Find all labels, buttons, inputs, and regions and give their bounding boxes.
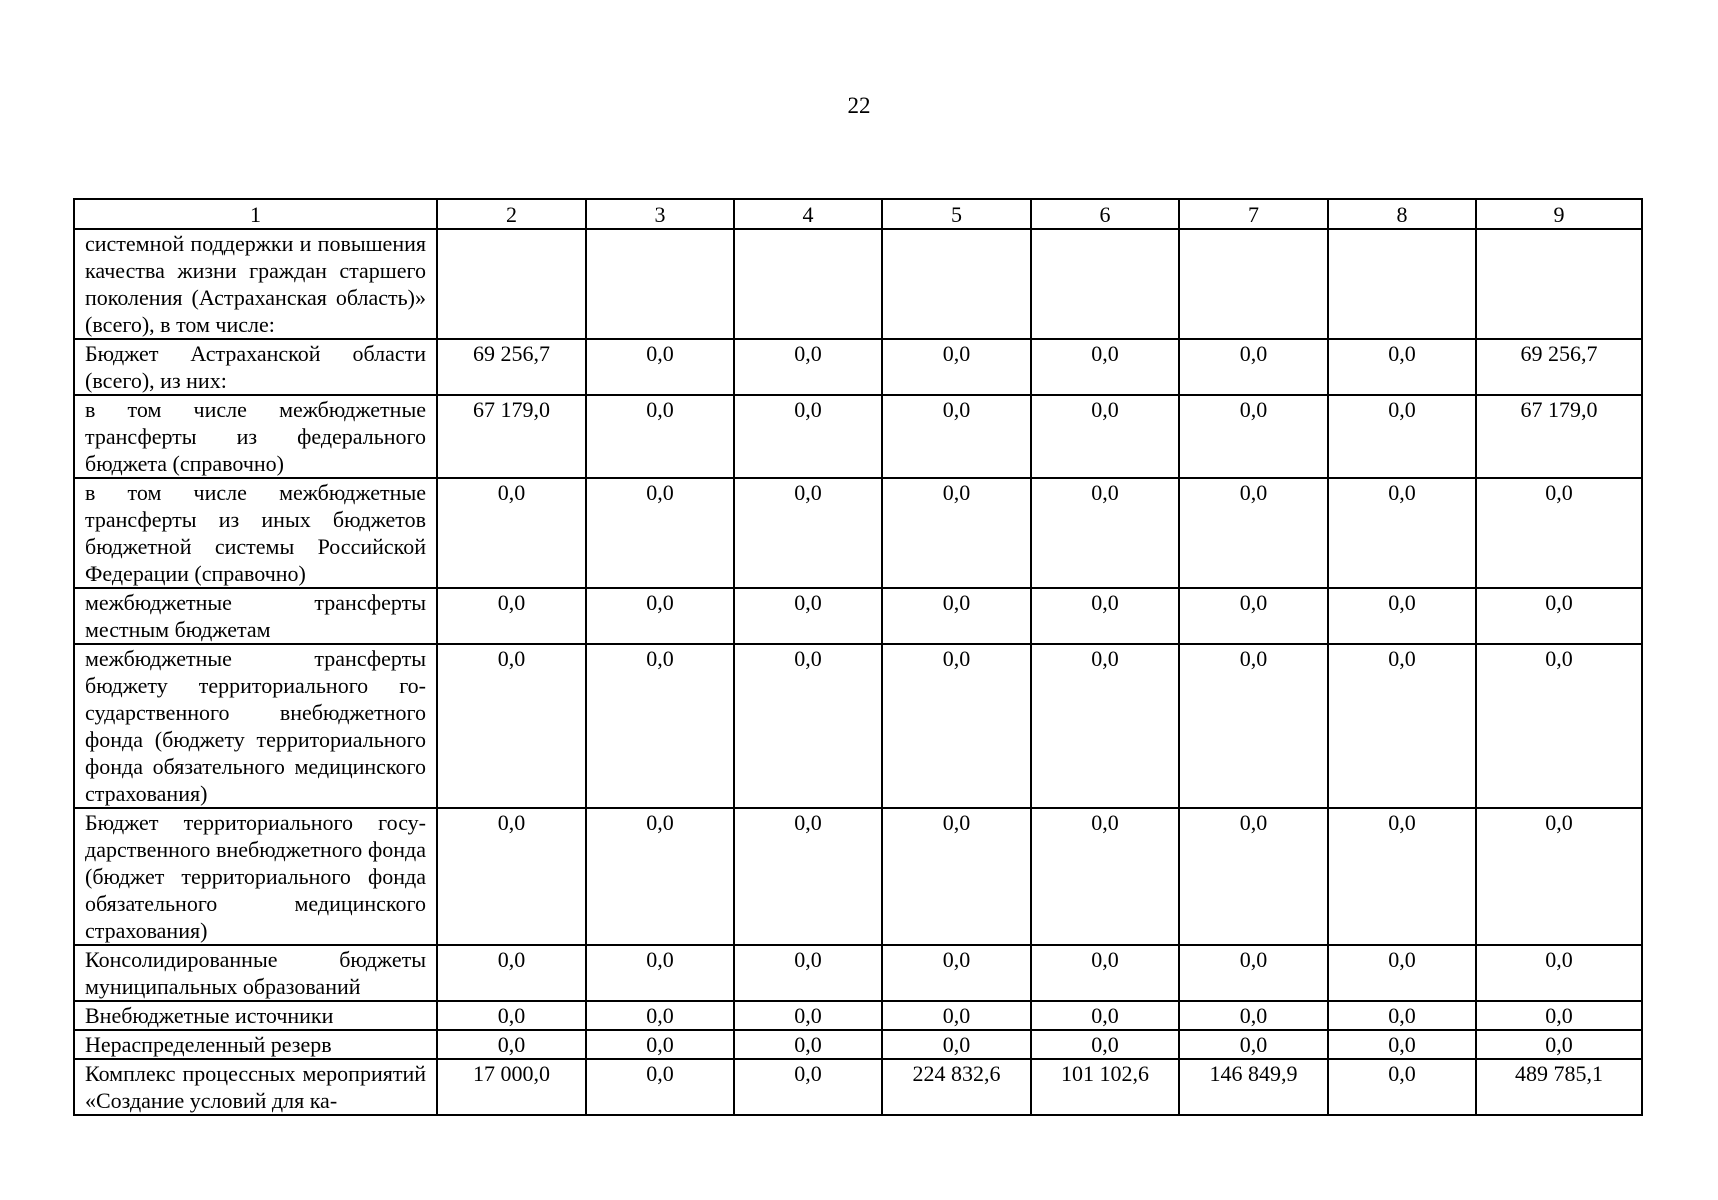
cell-value: 0,0 — [586, 945, 734, 1001]
cell-value: 0,0 — [1179, 1001, 1328, 1030]
cell-value: 0,0 — [1328, 588, 1476, 644]
cell-value: 0,0 — [1031, 1030, 1179, 1059]
cell-value: 146 849,9 — [1179, 1059, 1328, 1115]
cell-value: 224 832,6 — [882, 1059, 1031, 1115]
row-label: межбюджетные трансферты бюджету территориального государственного внебюджетного фонда (бюджету территориального фонда обязательного медицинского страхования) — [74, 644, 437, 808]
cell-value: 0,0 — [734, 478, 882, 588]
cell-value: 0,0 — [882, 339, 1031, 395]
table-row — [74, 229, 1642, 339]
row-label: Комплекс процессных мероприятий «Создание условий для ка- — [74, 1059, 437, 1115]
cell-value: 0,0 — [586, 478, 734, 588]
cell-value: 0,0 — [1179, 644, 1328, 808]
column-number-row — [74, 199, 1642, 229]
table-row — [74, 588, 1642, 644]
table-row — [74, 1030, 1642, 1059]
cell-value: 0,0 — [586, 1059, 734, 1115]
row-label: Нераспределенный резерв — [74, 1030, 437, 1059]
cell-value: 0,0 — [1328, 1001, 1476, 1030]
cell-value: 17 000,0 — [437, 1059, 586, 1115]
table-row — [74, 808, 1642, 945]
cell-value — [1476, 229, 1642, 339]
cell-value: 0,0 — [1031, 395, 1179, 478]
cell-value — [586, 229, 734, 339]
cell-value: 0,0 — [1179, 339, 1328, 395]
cell-value: 0,0 — [1476, 1001, 1642, 1030]
column-header: 4 — [734, 199, 882, 229]
cell-value: 0,0 — [1179, 945, 1328, 1001]
cell-value: 0,0 — [1031, 1001, 1179, 1030]
cell-value: 0,0 — [1476, 478, 1642, 588]
cell-value: 0,0 — [1179, 478, 1328, 588]
cell-value: 0,0 — [1476, 644, 1642, 808]
table-row — [74, 339, 1642, 395]
cell-value: 0,0 — [882, 1030, 1031, 1059]
cell-value: 0,0 — [1031, 339, 1179, 395]
cell-value: 0,0 — [586, 339, 734, 395]
cell-value: 0,0 — [1031, 478, 1179, 588]
cell-value: 0,0 — [882, 808, 1031, 945]
cell-value: 0,0 — [882, 588, 1031, 644]
cell-value: 0,0 — [1476, 588, 1642, 644]
cell-value: 0,0 — [1179, 588, 1328, 644]
table-row — [74, 1001, 1642, 1030]
cell-value: 0,0 — [734, 1001, 882, 1030]
cell-value: 0,0 — [437, 808, 586, 945]
cell-value: 0,0 — [882, 478, 1031, 588]
cell-value: 67 179,0 — [437, 395, 586, 478]
cell-value: 0,0 — [437, 478, 586, 588]
cell-value: 69 256,7 — [437, 339, 586, 395]
cell-value — [882, 229, 1031, 339]
cell-value: 0,0 — [1328, 808, 1476, 945]
cell-value: 0,0 — [734, 1030, 882, 1059]
row-label: Внебюджетные источники — [74, 1001, 437, 1030]
row-label: в том числе межбюджетные трансферты из федерального бюджета (справочно) — [74, 395, 437, 478]
cell-value: 101 102,6 — [1031, 1059, 1179, 1115]
cell-value: 67 179,0 — [1476, 395, 1642, 478]
cell-value: 0,0 — [1031, 588, 1179, 644]
table-row — [74, 395, 1642, 478]
column-header: 3 — [586, 199, 734, 229]
table-row — [74, 478, 1642, 588]
cell-value: 0,0 — [734, 945, 882, 1001]
column-header: 8 — [1328, 199, 1476, 229]
cell-value: 0,0 — [437, 945, 586, 1001]
cell-value: 0,0 — [882, 1001, 1031, 1030]
cell-value — [734, 229, 882, 339]
cell-value: 0,0 — [586, 1001, 734, 1030]
cell-value: 0,0 — [437, 1001, 586, 1030]
cell-value: 0,0 — [1476, 1030, 1642, 1059]
cell-value: 69 256,7 — [1476, 339, 1642, 395]
cell-value: 0,0 — [734, 395, 882, 478]
cell-value: 0,0 — [1031, 808, 1179, 945]
table-row — [74, 1059, 1642, 1115]
row-label: в том числе межбюджетные трансферты из иных бюджетов бюджетной системы Российской Федерации (справочно) — [74, 478, 437, 588]
cell-value: 0,0 — [1179, 395, 1328, 478]
cell-value: 0,0 — [734, 1059, 882, 1115]
cell-value: 0,0 — [1031, 945, 1179, 1001]
cell-value: 0,0 — [1328, 945, 1476, 1001]
cell-value: 0,0 — [437, 588, 586, 644]
cell-value: 0,0 — [1031, 644, 1179, 808]
row-label: межбюджетные трансферты местным бюджетам — [74, 588, 437, 644]
table-row — [74, 945, 1642, 1001]
column-header: 9 — [1476, 199, 1642, 229]
cell-value: 0,0 — [437, 1030, 586, 1059]
cell-value: 0,0 — [1328, 644, 1476, 808]
cell-value — [1179, 229, 1328, 339]
cell-value: 489 785,1 — [1476, 1059, 1642, 1115]
column-header: 1 — [74, 199, 437, 229]
cell-value: 0,0 — [882, 644, 1031, 808]
cell-value: 0,0 — [1476, 808, 1642, 945]
cell-value — [1328, 229, 1476, 339]
column-header: 7 — [1179, 199, 1328, 229]
cell-value: 0,0 — [1328, 395, 1476, 478]
row-label: Бюджет территориального государственного внебюджетного фонда (бюджет территориального фонда обязательного медицинского страхования) — [74, 808, 437, 945]
budget-table — [73, 198, 1643, 1116]
column-header: 2 — [437, 199, 586, 229]
cell-value: 0,0 — [1328, 1059, 1476, 1115]
cell-value: 0,0 — [1179, 808, 1328, 945]
cell-value: 0,0 — [586, 588, 734, 644]
table-row — [74, 644, 1642, 808]
cell-value: 0,0 — [1328, 1030, 1476, 1059]
cell-value: 0,0 — [586, 808, 734, 945]
page-number: 22 — [847, 93, 871, 118]
cell-value: 0,0 — [734, 644, 882, 808]
cell-value: 0,0 — [1179, 1030, 1328, 1059]
cell-value: 0,0 — [586, 644, 734, 808]
cell-value: 0,0 — [882, 945, 1031, 1001]
cell-value: 0,0 — [734, 808, 882, 945]
column-header: 6 — [1031, 199, 1179, 229]
column-header: 5 — [882, 199, 1031, 229]
cell-value: 0,0 — [437, 644, 586, 808]
row-label: системной поддержки и повышения качества жизни граждан старшего поколения (Астраханская область)» (всего), в том числе: — [74, 229, 437, 339]
cell-value — [1031, 229, 1179, 339]
cell-value: 0,0 — [586, 1030, 734, 1059]
cell-value: 0,0 — [586, 395, 734, 478]
row-label: Бюджет Астраханской области (всего), из них: — [74, 339, 437, 395]
cell-value: 0,0 — [882, 395, 1031, 478]
cell-value: 0,0 — [734, 339, 882, 395]
cell-value: 0,0 — [734, 588, 882, 644]
cell-value — [437, 229, 586, 339]
cell-value: 0,0 — [1476, 945, 1642, 1001]
cell-value: 0,0 — [1328, 478, 1476, 588]
row-label: Консолидированные бюджеты муниципальных образований — [74, 945, 437, 1001]
cell-value: 0,0 — [1328, 339, 1476, 395]
